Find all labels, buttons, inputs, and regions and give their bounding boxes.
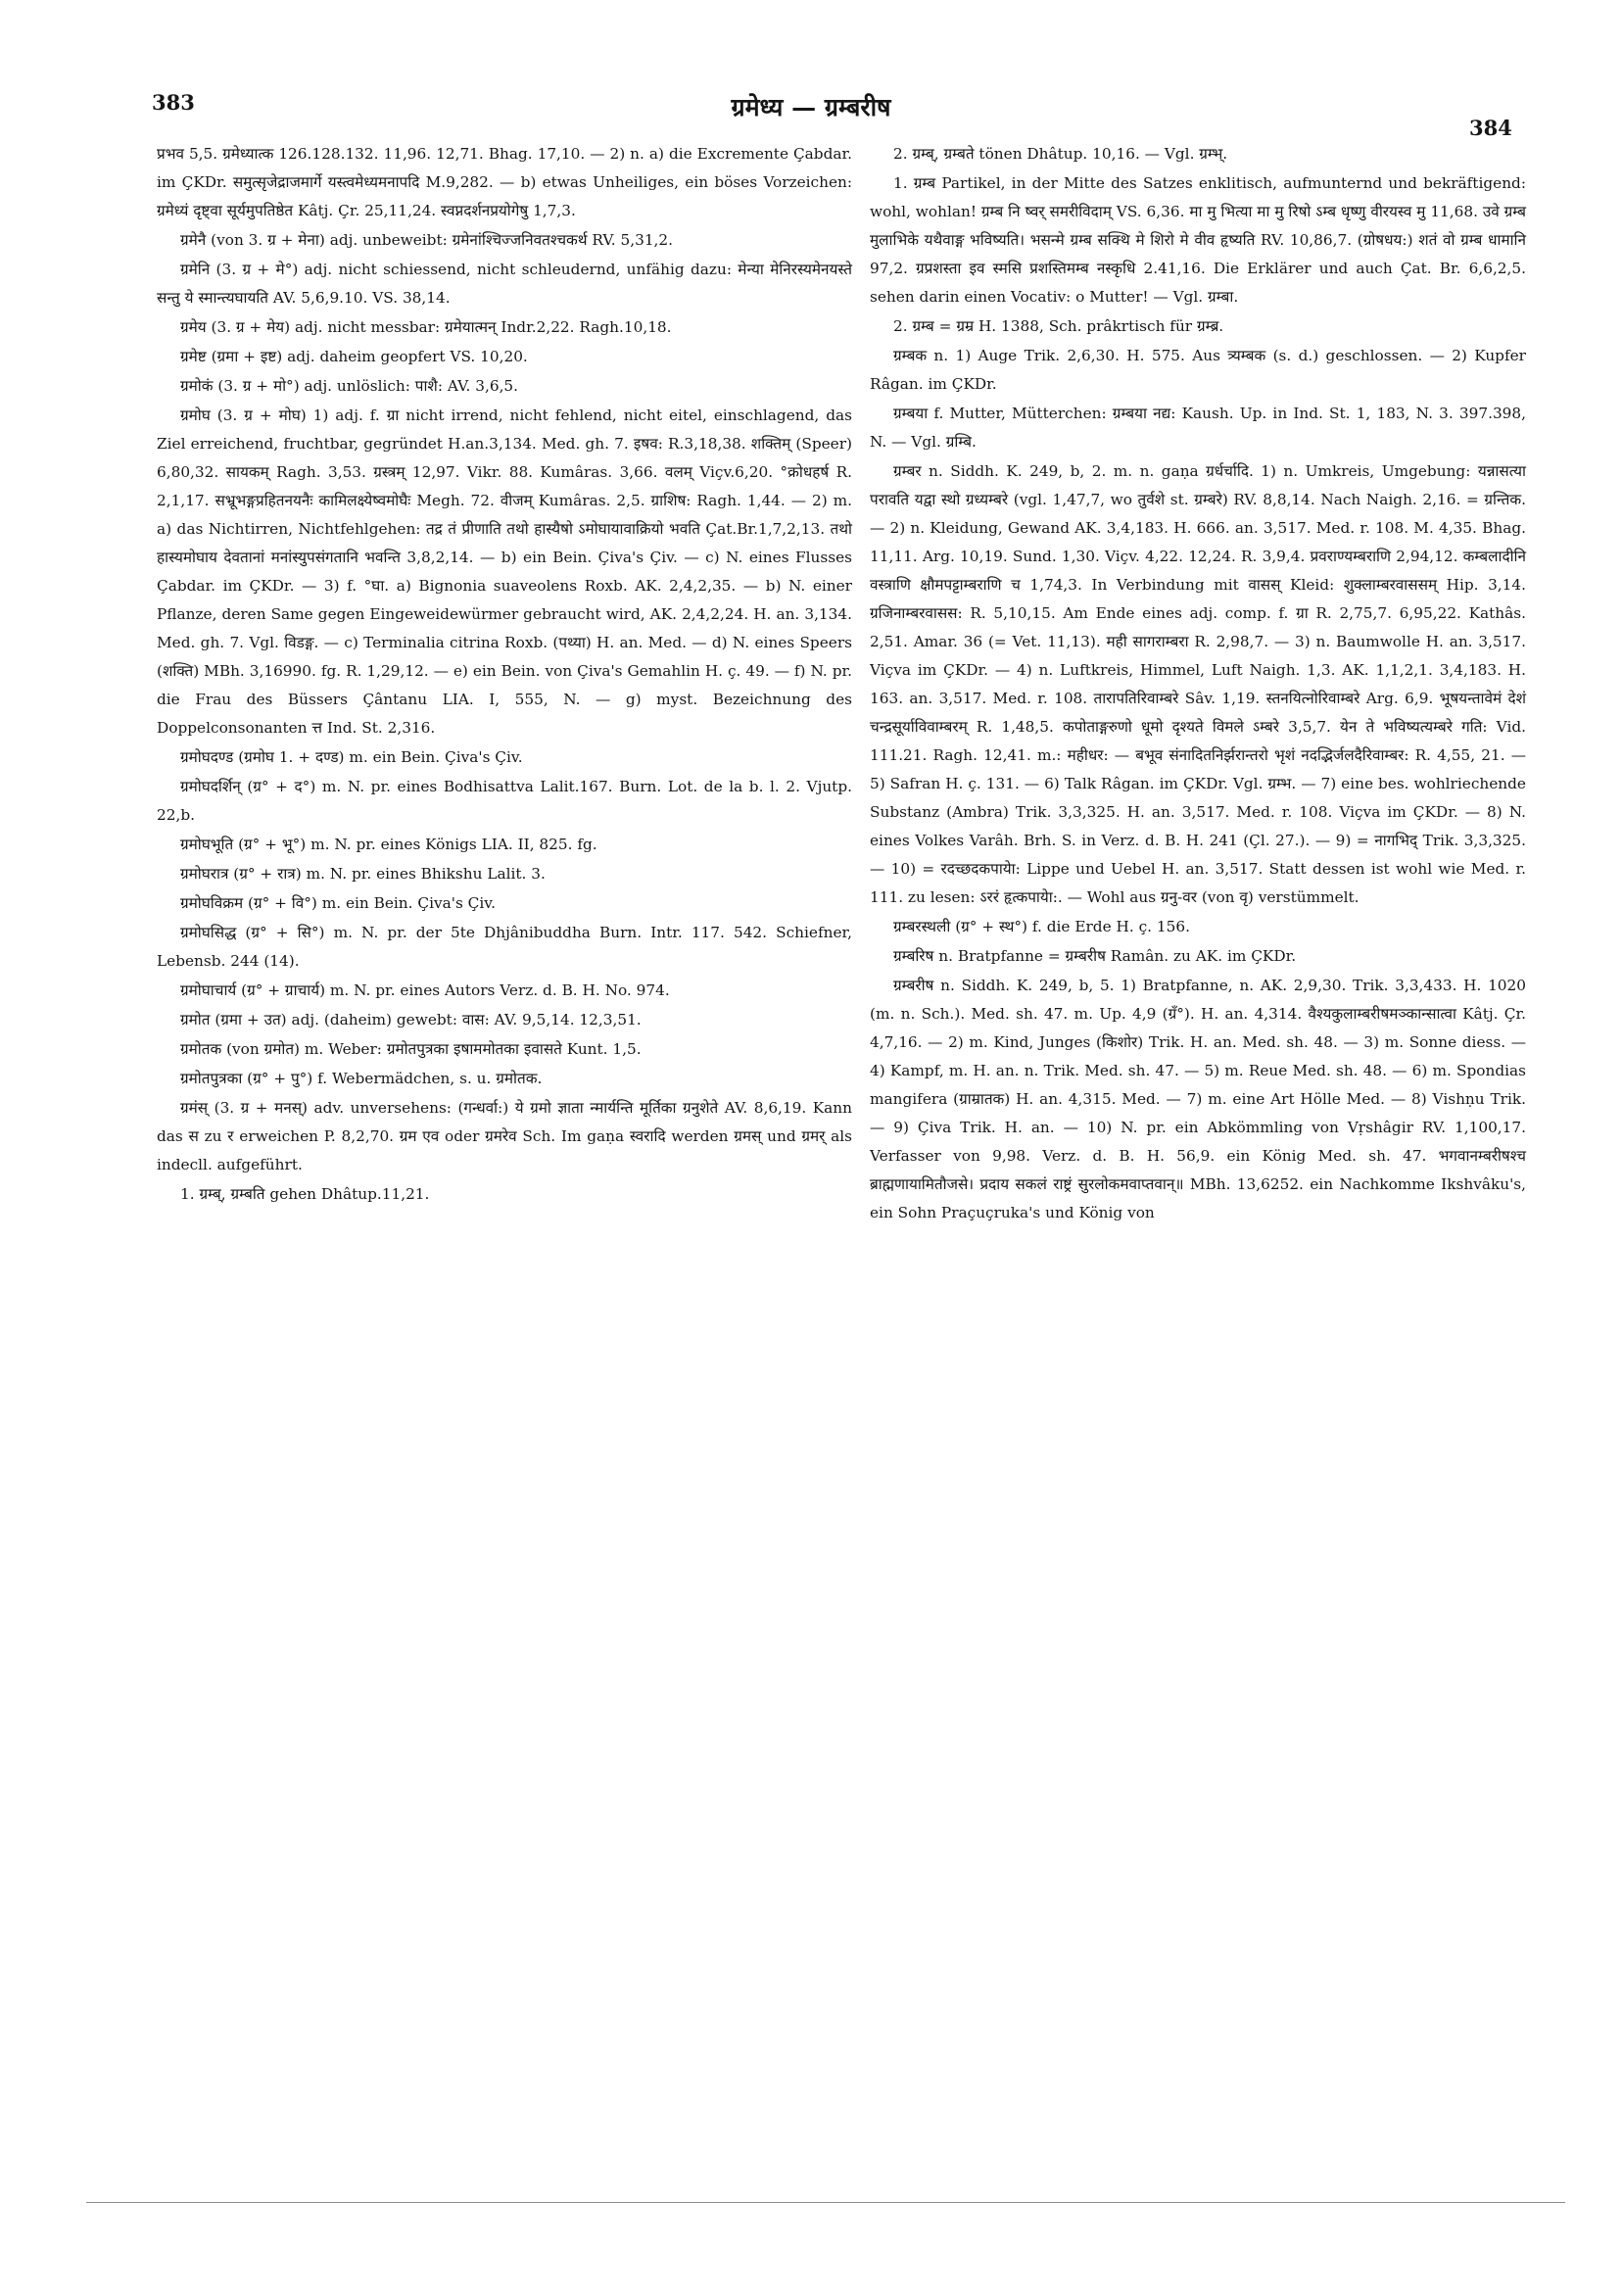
dictionary-entry: ग्रमेष्ट (ग्रमा + इष्ट) adj. daheim geopfert VS. 10,20. (180, 348, 528, 365)
dictionary-entry: ग्रमोघविक्रम (ग्र° + वि°) m. ein Bein. Çiva's Çiv. (180, 894, 496, 912)
dictionary-entry: ग्रमोघदर्शिन् (ग्र° + द°) m. N. pr. eines Bodhisattva Lalit.167. Burn. Lot. de la b. l. 2. Vjutp. 22,b. (157, 778, 852, 824)
dictionary-entry: ग्रमोघदण्ड (ग्रमोघ 1. + दण्ड) m. ein Bein. Çiva's Çiv. (180, 748, 523, 766)
left-dictionary-column (157, 140, 852, 1209)
dictionary-entry: ग्रमोतक (von ग्रमोत) m. Weber: ग्रमोतपुत्रका इषाममोतका इवासते Kunt. 1,5. (180, 1040, 642, 1058)
dictionary-entry: ग्रम्बर n. Siddh. K. 249, b, 2. m. n. gaṇa ग्रर्धर्चादि. 1) n. Umkreis, Umgebung: यन्नासत्या परावति यद्वा स्थो ग्रध्यम्बरे (vgl. 1,47,7, wo तुर्वशे st. ग्रम्बरे) RV. 8,8,14. Nach Naigh. 2,16. = ग्रन्तिक. — 2) n. Kleidung, Gewand AK. 3,4,183. H. 666. an. 3,517. Med. r. 108. M. 4,35. Bhag. 11,11. Arg. 10,19. Sund. 1,30. Viçv. 4,22. 12,24. R. 3,9,4. प्रवराण्यम्बराणि 2,94,12. कम्बलादीनि वस्त्राणि क्षौमपट्टाम्बराणि च 1,74,3. In Verbindung mit वासस् Kleid: शुक्लाम्बरवाससम् Hip. 3,14. ग्रजिनाम्बरवासस: R. 5,10,15. Am Ende eines adj. comp. f. ग्रा R. 2,75,7. 6,95,22. Kathâs. 2,51. Amar. 36 (= Vet. 11,13). मही सागराम्बरा R. 2,98,7. — 3) n. Baumwolle H. an. 3,517. Viçva im ÇKDr. — 4) n. Luftkreis, Himmel, Luft Naigh. 1,3. AK. 1,1,2,1. 3,4,183. H. 163. an. 3,517. Med. r. 108. तारापतिरिवाम्बरे Sâv. 1,19. स्तनयित्नोरिवाम्बरे Arg. 6,9. भूषयन्तावेमं देशं चन्द्रसूर्याविवाम्बरम् R. 1,48,5. कपोताङ्गरुणो धूमो दृश्यते विमले ऽम्बरे 3,5,7. येन ते भविष्यत्यम्बरे गति: Vid. 111.21. Ragh. 12,41. m.: महीधर: — बभूव संनादितनिर्झरान्तरो भृशं नदद्भिर्जलदैरिवाम्बर: R. 4,55, 21. — 5) Safran H. ç. 131. — 6) Talk Râgan. im ÇKDr. Vgl. ग्रम्भ. — 7) eine bes. wohlriechende Substanz (Ambra) Trik. 3,3,325. H. an. 3,517. Med. r. 108. Viçva im ÇKDr. — 8) N. eines Volkes Varâh. Brh. S. in Verz. d. B. H. 241 (Çl. 27.). — 9) = नागभिद् Trik. 3,3,325. — 10) = रदच्छदकपायेा: Lippe und Uebel H. an. 3,517. Statt dessen ist wohl wie Med. r. 111. zu lesen: ऽररं हृत्कपायेा:. — Wohl aus ग्रनु-वर (von वृ) verstümmelt. (870, 462, 1526, 906)
dictionary-entry: ग्रम्बया f. Mutter, Mütterchen: ग्रम्बया नद्य: Kaush. Up. in Ind. St. 1, 183, N. 3. 397.398, N. — Vgl. ग्रम्बि. (870, 405, 1526, 451)
dictionary-entry: ग्रमेय (3. ग्र + मेय) adj. nicht messbar: ग्रमेयात्मन् Indr.2,22. Ragh.10,18. (180, 318, 672, 336)
dictionary-entry: ग्रमेनै (von 3. ग्र + मेना) adj. unbeweibt: ग्रमेनांश्चिज्जनिवतश्चकर्थ RV. 5,31,2. (180, 231, 674, 249)
dictionary-entry: ग्रम्बरस्थली (ग्र° + स्थ°) f. die Erde H. ç. 156. (893, 918, 1190, 935)
dictionary-entry: ग्रमोघसिद्ध (ग्र° + सि°) m. N. pr. der 5te Dhjânibuddha Burn. Intr. 117. 542. Schiefner, Lebensb. 244 (14). (157, 924, 852, 970)
dictionary-entry: 1. ग्रम्ब Partikel, in der Mitte des Satzes enklitisch, aufmunternd und bekräftigend: wohl, wohlan! ग्रम्ब नि ष्वर् समरीविदाम् VS. 6,36. मा मु भित्या मा मु रिषो ऽम्ब धृष्णु वीरयस्व मु 11,68. उवे ग्रम्ब मुलाभिके यथैवाङ्ग भविष्यति। भसन्मे ग्रम्ब सक्थि मे शिरो मे वीव हृष्यति RV. 10,86,7. (ग्रोषधय:) शतं वो ग्रम्ब धामानि 97,2. ग्रप्रशस्ता इव स्मसि प्रशस्तिमम्ब नस्कृधि 2.41,16. Die Erklärer und auch Çat. Br. 6,6,2,5. sehen darin einen Vocativ: o Mutter! — Vgl. ग्रम्बा. (870, 174, 1526, 306)
dictionary-entry: ग्रमेनि (3. ग्र + मे°) adj. nicht schiessend, nicht schleudernd, unfähig dazu: मेन्या मेनिरस्यमेनयस्ते सन्तु ये स्मान्त्यघायति AV. 5,6,9.10. VS. 38,14. (157, 261, 852, 307)
right-dictionary-column (870, 140, 1526, 1227)
dictionary-entry: ग्रमंस् (3. ग्र + मनस्) adv. unversehens: (गन्धर्वा:) ये ग्रमो ज्ञाता न्मार्यन्ति मूर्तिका ग्रनुशेते AV. 8,6,19. Kann das स zu र erweichen P. 8,2,70. ग्रम एव oder ग्रमरेव Sch. Im gaṇa स्वरादि werden ग्रमस् und ग्रमर् als indecll. aufgeführt. (157, 1099, 852, 1173)
page-number-right: 384 (1469, 116, 1512, 140)
running-head: ग्रमेध्य — ग्रम्बरीष (731, 93, 891, 121)
dictionary-entry: 2. ग्रम्ब्, ग्रम्बते tönen Dhâtup. 10,16. — Vgl. ग्रम्भ्. (893, 145, 1228, 163)
dictionary-entry: ग्रमोघाचार्य (ग्र° + ग्राचार्य) m. N. pr. eines Autors Verz. d. B. H. No. 974. (180, 981, 670, 999)
dictionary-entry: ग्रमोत (ग्रमा + उत) adj. (daheim) gewebt: वास: AV. 9,5,14. 12,3,51. (180, 1011, 642, 1028)
dictionary-entry: ग्रम्बक n. 1) Auge Trik. 2,6,30. H. 575. Aus त्र्यम्बक (s. d.) geschlossen. — 2) Kupfer Râgan. im ÇKDr. (870, 347, 1526, 393)
dictionary-entry: ग्रम्बरिष n. Bratpfanne = ग्रम्बरीष Ramân. zu AK. im ÇKDr. (893, 947, 1297, 965)
dictionary-entry: 2. ग्रम्ब = ग्रम्र H. 1388, Sch. prâkrtisch für ग्रम्ब्र. (893, 317, 1224, 335)
dictionary-entry: प्रभव 5,5. ग्रमेध्यात्क 126.128.132. 11,96. 12,71. Bhag. 17,10. — 2) n. a) die Excremente Çabdar. im ÇKDr. समुत्सृजेद्राजमार्गे यस्त्वमेध्यमनापदि M.9,282. — b) etwas Unheiliges, ein böses Vorzeichen: ग्रमेध्यं दृष्ट्वा सूर्यमुपतिष्ठेत Kâtj. Çr. 25,11,24. स्वप्नदर्शनप्रयोगेषु 1,7,3. (157, 145, 852, 219)
dictionary-entry: ग्रमोकं (3. ग्र + मो°) adj. unlöslich: पाशै: AV. 3,6,5. (180, 377, 519, 395)
dictionary-entry: ग्रमोतपुत्रका (ग्र° + पु°) f. Webermädchen, s. u. ग्रमोतक. (180, 1070, 543, 1087)
dictionary-entry: 1. ग्रम्ब्, ग्रम्बति gehen Dhâtup.11,21. (180, 1185, 430, 1203)
dictionary-entry: ग्रमोघ (3. ग्र + मोघ) 1) adj. f. ग्रा nicht irrend, nicht fehlend, nicht eitel, einschlagend, das Ziel erreichend, fruchtbar, gegründet H.an.3,134. Med. gh. 7. इषव: R.3,18,38. शक्तिम् (Speer) 6,80,32. सायकम् Ragh. 3,53. ग्रस्त्रम् 12,97. Vikr. 88. Kumâras. 3,66. वलम् Viçv.6,20. °क्रोधहर्ष R. 2,1,17. सभ्रूभङ्गप्रहितनयनैः कामिलक्ष्येष्वमोघैः Megh. 72. वीजम् Kumâras. 2,5. ग्राशिष: Ragh. 1,44. — 2) m. a) das Nichtirren, Nichtfehlgehen: तद्र तं प्रीणाति तथो हास्यैषो ऽमोघायावाक्रियो भवति Çat.Br.1,7,2,13. तथो हास्यमोघाय देवतानां मनांस्युपसंगतानि भवन्ति 3,8,2,14. — b) ein Bein. Çiva's Çiv. — c) N. eines Flusses Çabdar. im ÇKDr. — 3) f. °घा. a) Bignonia suaveolens Roxb. AK. 2,4,2,35. — b) N. einer Pflanze, deren Same gegen Eingeweidewürmer gebraucht wird, AK. 2,4,2,24. H. an. 3,134. Med. gh. 7. Vgl. विडङ्ग. — c) Terminalia citrina Roxb. (पथ्या) H. an. Med. — d) N. eines Speers (शक्ति) MBh. 3,16990. fg. R. 1,29,12. — e) ein Bein. von Çiva's Gemahlin H. ç. 49. — f) N. pr. die Frau des Büssers Çântanu LIA. I, 555, N. — g) myst. Bezeichnung des Doppelconsonanten त्त Ind. St. 2,316. (157, 407, 853, 737)
page-number-left: 383 (152, 90, 195, 115)
dictionary-entry: ग्रमोघरात्र (ग्र° + रात्र) m. N. pr. eines Bhikshu Lalit. 3. (180, 865, 546, 883)
dictionary-entry: ग्रमोघभूति (ग्र° + भू°) m. N. pr. eines Königs LIA. II, 825. fg. (180, 836, 597, 853)
dictionary-entry: ग्रम्बरीष n. Siddh. K. 249, b, 5. 1) Bratpfanne, n. AK. 2,9,30. Trik. 3,3,433. H. 1020 (m. n. Sch.). Med. sh. 47. m. Up. 4,9 (ग्रँ°). H. an. 4,314. वैश्यकुलाम्बरीषमञ्कान्सात्वा Kâtj. Çr. 4,7,16. — 2) m. Kind, Junges (किशोर) Trik. H. an. Med. sh. 48. — 3) m. Sonne diess. — 4) Kampf, m. H. an. n. Trik. Med. sh. 47. — 5) m. Reue Med. sh. 48. — 6) m. Spondias mangifera (ग्राम्रातक) H. an. 4,315. Med. — 7) m. eine Art Hölle Med. — 8) Vishṇu Trik. — 9) Çiva Trik. H. an. — 10) N. pr. ein Abkömmling von Vṛshâgir RV. 1,100,17. Verfasser von 9,98. Verz. d. B. H. 56,9. ein König Med. sh. 47. भगवानम्बरीषश्च ब्राह्मणायामितौजसे। प्रदाय सकलं राष्ट्रं सुरलोकमवाप्तवान्॥ MBh. 13,6252. ein Nachkomme Ikshvâku's, ein Sohn Praçuçruka's und König von (870, 977, 1526, 1221)
footer-rule (86, 2202, 1565, 2203)
